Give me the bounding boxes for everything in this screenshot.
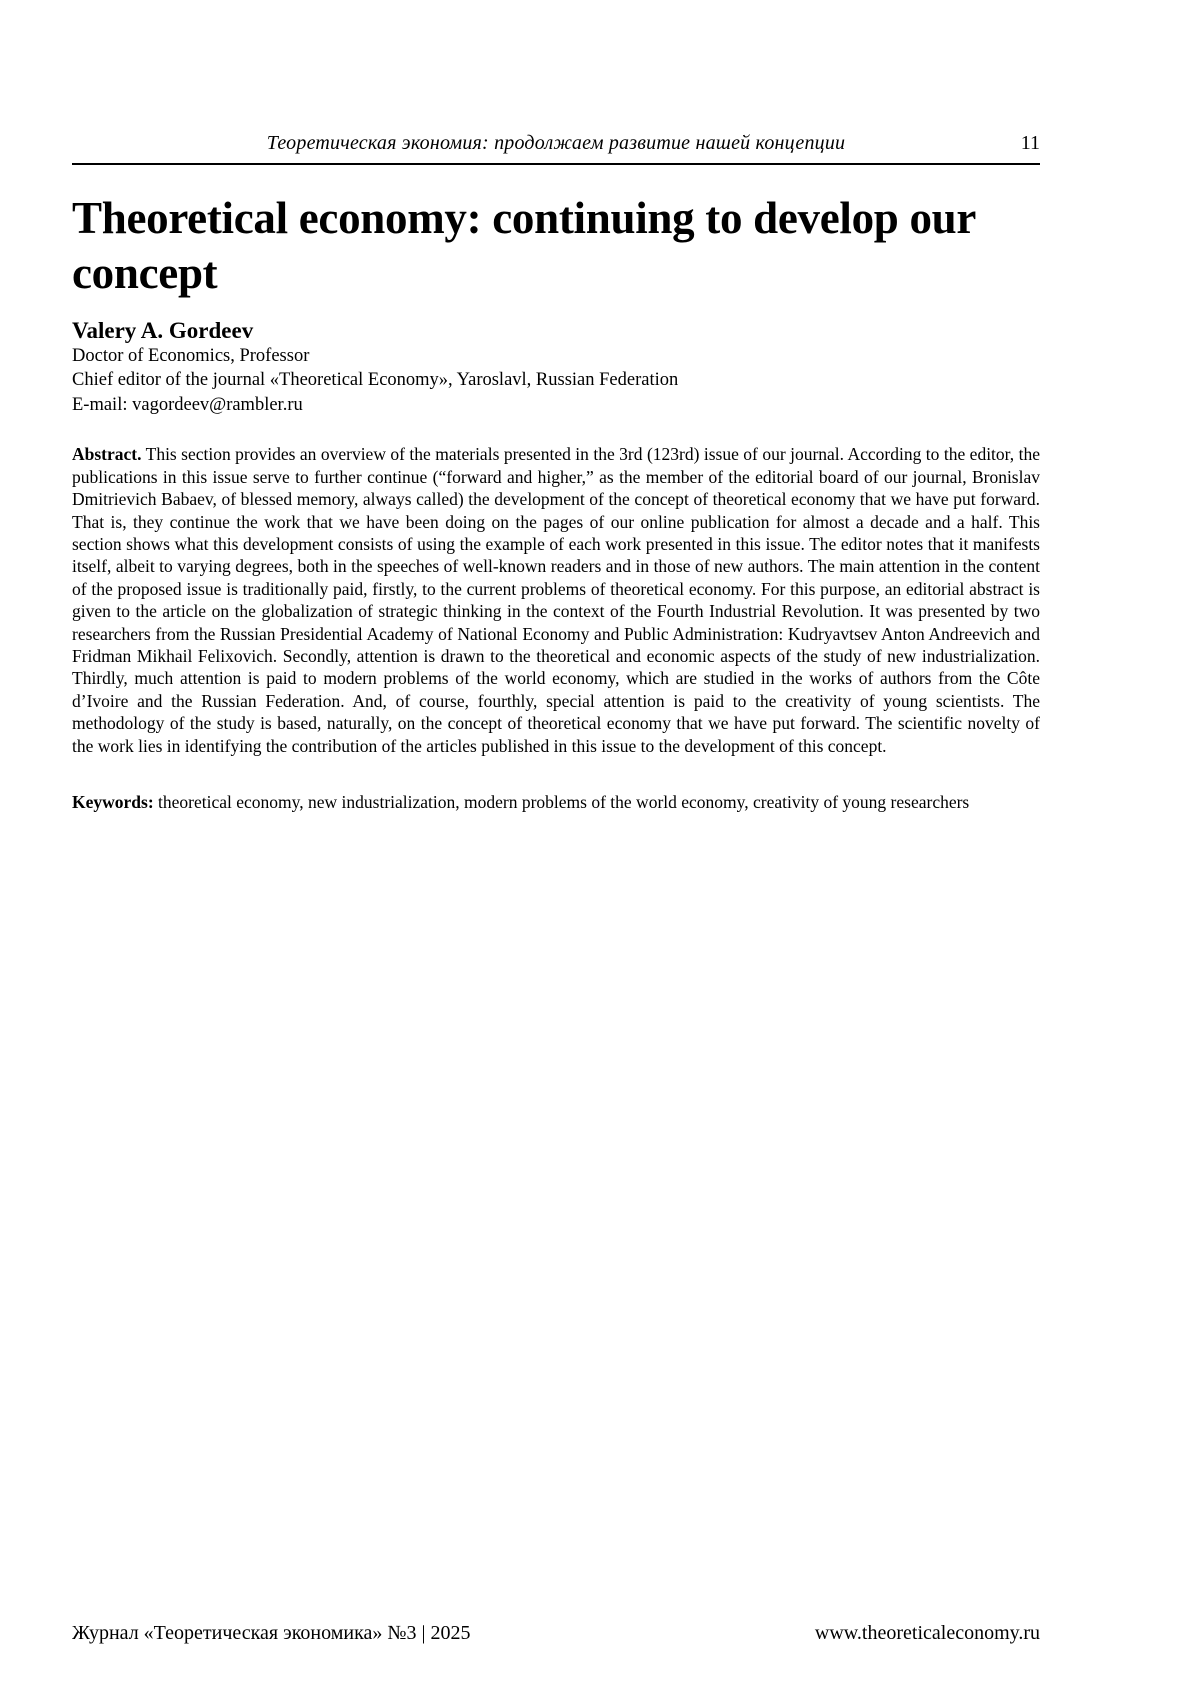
author-email: E-mail: vagordeev@rambler.ru [72, 394, 303, 415]
running-header [72, 132, 1040, 155]
abstract-label: Abstract. [72, 444, 142, 465]
author-name: Valery A. Gordeev [72, 317, 254, 343]
footer-website-link: www.theoreticaleconomy.ru [814, 1622, 1040, 1644]
author-degree: Doctor of Economics, Professor [72, 345, 310, 366]
abstract-text: This section provides an overview of the materials presented in the 3rd (123rd) issue of our journal. According to the editor, the publications in this issue serve to further continue (“forward and higher,” as the member of the editorial board of our journal, Bronislav Dmitrievich Babaev, of blessed memory, always called) the development of the concept of theoretical economy that we have put forward. That is, they continue the work that we have been doing on the pages of our online publication for almost a decade and a half. This section shows what this development consists of using the example of each work presented in this issue. The editor notes that it manifests itself, albeit to varying degrees, both in the speeches of well-known readers and in those of new authors. The main attention in the content of the proposed issue is traditionally paid, firstly, to the current problems of theoretical economy. For this purpose, an editorial abstract is given to the article on the globalization of strategic thinking in the context of the Fourth Industrial Revolution. It was presented by two researchers from the Russian Presidential Academy of National Economy and Public Administration: Kudryavtsev Anton Andreevich and Fridman Mikhail Felixovich. Secondly, attention is drawn to the theoretical and economic aspects of the study of new industrialization. Thirdly, much attention is paid to modern problems of the world economy, which are studied in the works of authors from the Côte d’Ivoire and the Russian Federation. And, of course, fourthly, special attention is paid to the creativity of young scientists. The methodology of the study is based, naturally, on the concept of theoretical economy that we have put forward. The scientific novelty of the work lies in identifying the contribution of the articles published in this issue to the development of this concept. [72, 444, 1040, 756]
footer-journal-name: Журнал «Теоретическая экономика» №3 | 2025 [72, 1622, 471, 1644]
keywords-text: theoretical economy, new industrialization, modern problems of the world economy, creativity of young researchers [153, 791, 970, 812]
header-rule [72, 163, 1040, 165]
abstract-paragraph [72, 443, 1040, 756]
page-number: 11 [1020, 132, 1040, 154]
running-title: Теоретическая экономия: продолжаем развитие нашей концепции [266, 132, 846, 154]
article-title: Theoretical economy: continuing to develop our concept [72, 193, 976, 299]
page-content [72, 0, 1040, 813]
author-block [72, 318, 1040, 418]
keywords-label: Keywords: [72, 791, 154, 812]
page-footer [72, 1622, 1040, 1645]
keywords-paragraph [72, 791, 1040, 813]
author-affiliation: Chief editor of the journal «Theoretical Economy», Yaroslavl, Russian Federation [72, 370, 679, 391]
